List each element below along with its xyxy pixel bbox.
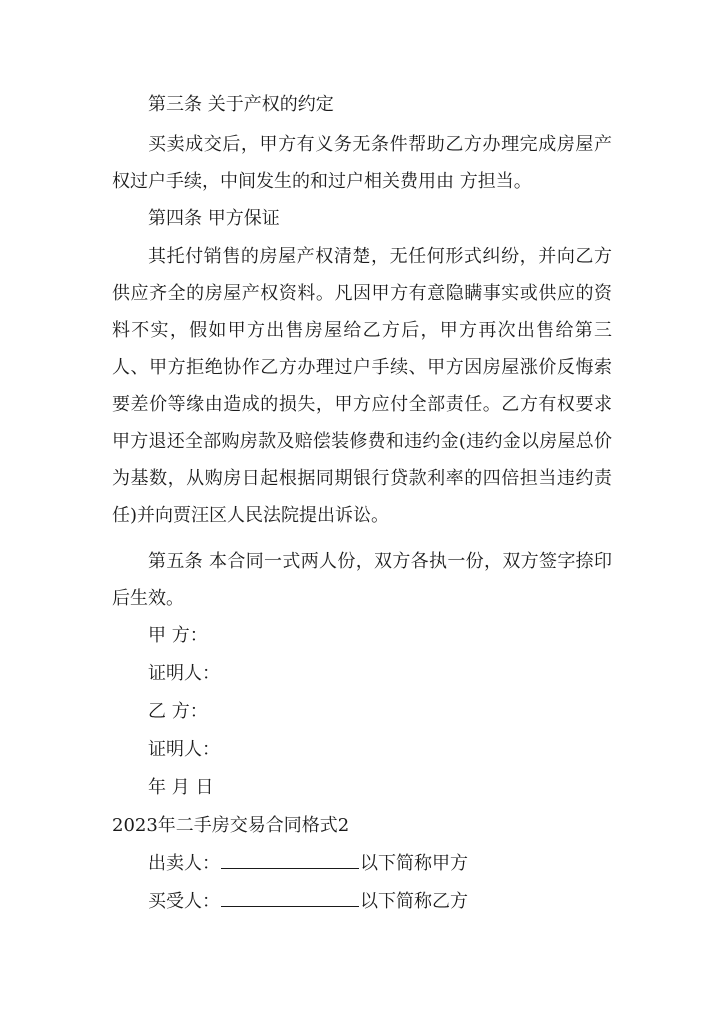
signature-date: 年 月 日	[148, 777, 214, 798]
witness-a-signature: 证明人：	[148, 663, 220, 684]
seller-label: 出卖人：	[148, 853, 220, 874]
buyer-blank	[221, 890, 359, 907]
article-4-body: 其托付销售的房屋产权清楚，无任何形式纠纷，并向乙方供应齐全的房屋产权资料。凡因甲方有意隐瞒事实或供应的资料不实，假如甲方出售房屋给乙方后，甲方再次出售给第三人、甲方拒绝协作乙方办理过户手续、甲方因房屋涨价反悔索要差价等缘由造成的损失，甲方应付全部责任。乙方有权要求甲方退还全部购房款及赔偿装修费和违约金(违约金以房屋总价为基数，从购房日起根据同期银行贷款利率的四倍担当违约责任)并向贾汪区人民法院提出诉讼。	[112, 246, 612, 526]
buyer-line	[148, 883, 468, 920]
buyer-suffix: 以下简称乙方	[360, 891, 468, 912]
article-3-heading: 第三条 关于产权的约定	[148, 94, 334, 115]
witness-b-signature: 证明人：	[148, 739, 220, 760]
section-2-title: 2023年二手房交易合同格式2	[112, 815, 350, 836]
seller-blank	[221, 852, 359, 869]
seller-line	[148, 845, 468, 882]
article-3-body: 买卖成交后，甲方有义务无条件帮助乙方办理完成房屋产权过户手续，中间发生的和过户相关费用由 方担当。	[112, 134, 612, 192]
party-b-signature: 乙 方：	[148, 701, 208, 722]
article-5-body: 第五条 本合同一式两人份，双方各执一份，双方签字捺印后生效。	[112, 551, 612, 609]
buyer-label: 买受人：	[148, 891, 220, 912]
seller-suffix: 以下简称甲方	[360, 853, 468, 874]
article-4-heading: 第四条 甲方保证	[148, 208, 280, 229]
party-a-signature: 甲 方：	[148, 625, 208, 646]
